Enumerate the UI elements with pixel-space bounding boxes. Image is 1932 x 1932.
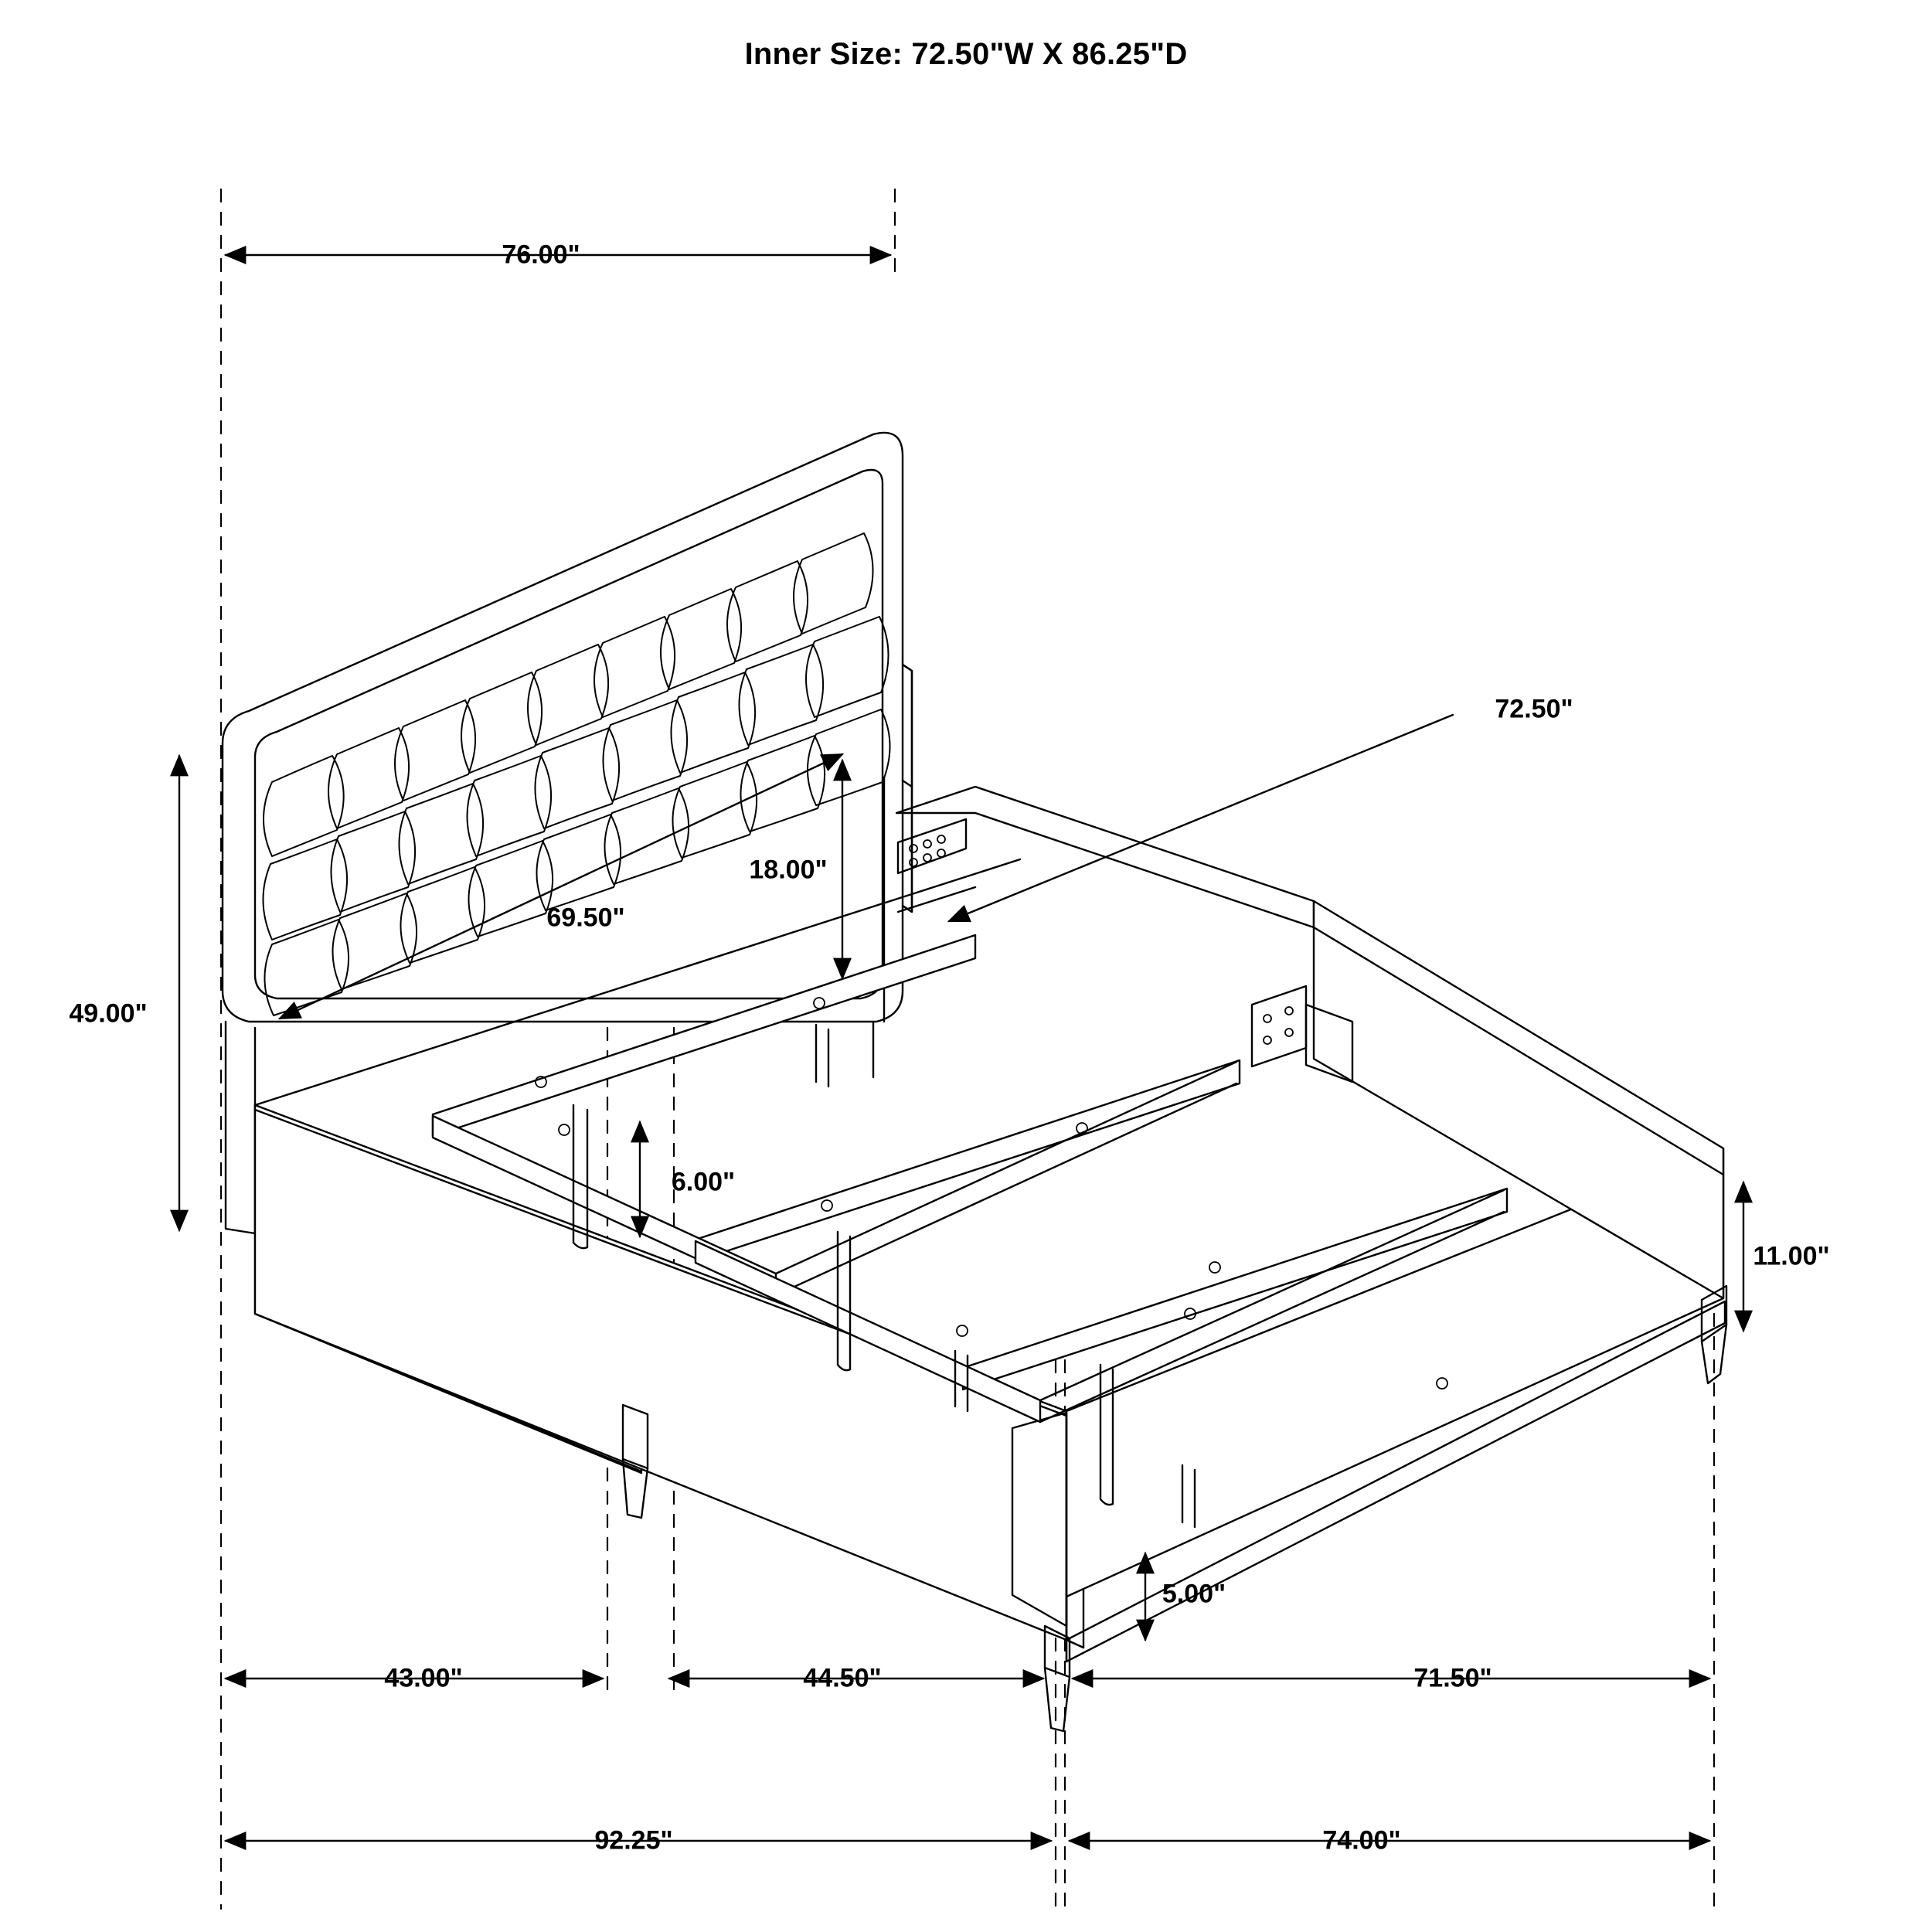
dimension-label-71-5: 71.50" <box>1413 1663 1492 1693</box>
headboard-panel <box>223 433 912 1022</box>
center-rail-link-a <box>776 1062 1236 1274</box>
dimension-label-76: 76.00" <box>502 240 580 270</box>
dimension-label-6: 6.00" <box>671 1167 736 1197</box>
dimension-label-11: 11.00" <box>1753 1241 1830 1271</box>
dimension-label-92-25: 92.25" <box>594 1825 673 1855</box>
dimension-label-72-5: 72.50" <box>1495 694 1573 724</box>
dimension-label-69-5: 69.50" <box>546 903 625 933</box>
dimension-label-44-5: 44.50" <box>803 1663 882 1693</box>
slat-beam-2 <box>696 1060 1240 1261</box>
dimension-label-74: 74.00" <box>1322 1825 1401 1855</box>
leg-center-front-taper <box>1045 1668 1070 1731</box>
dimline-72-5-leader <box>949 715 1453 921</box>
dimension-label-18: 18.00" <box>749 855 828 885</box>
headboard-leg-left <box>226 1022 255 1233</box>
center-rail-link-b <box>776 1083 1236 1295</box>
bracket-holes <box>910 835 945 866</box>
side-bracket-holes <box>1264 1007 1293 1044</box>
dimension-label-49: 49.00" <box>69 998 148 1029</box>
page-title: Inner Size: 72.50"W X 86.25"D <box>744 37 1188 71</box>
side-bracket-plate <box>1252 986 1306 1066</box>
dimension-label-43: 43.00" <box>384 1663 463 1693</box>
dimension-label-5: 5.00" <box>1162 1579 1226 1609</box>
